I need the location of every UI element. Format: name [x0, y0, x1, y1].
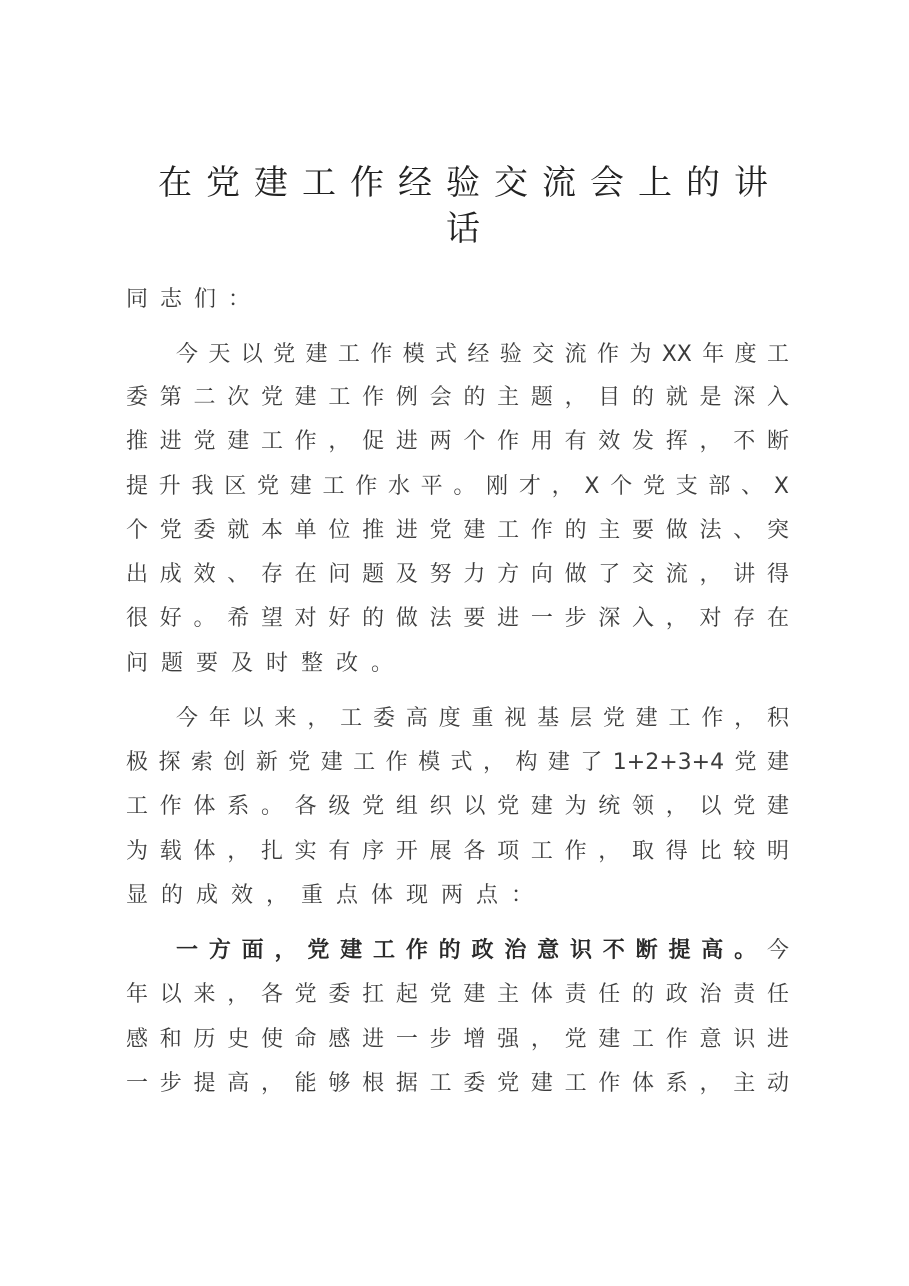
paragraph-1-line-2: 委第二次党建工作例会的主题，目的就是深入 [126, 385, 789, 410]
paragraph-1-line-8: 问题要及时整改。 [126, 651, 407, 676]
paragraph-3-heading: 一方面，党建工作的政治意识不断提高。 [176, 938, 767, 963]
paragraph-3-line-3: 感和历史使命感进一步增强，党建工作意识进 [126, 1027, 789, 1052]
paragraph-3-line-1-rest: 今 [766, 938, 789, 963]
paragraph-2-line-5: 显的成效，重点体现两点： [126, 883, 547, 908]
paragraph-1-line-4: 提升我区党建工作水平。刚才，X个党支部、X [126, 474, 789, 499]
paragraph-3-line-1 [176, 936, 789, 966]
paragraph-2-line-1: 今年以来，工委高度重视基层党建工作，积 [176, 706, 789, 731]
document-title: 在党建工作经验交流会上的讲话 [158, 163, 782, 249]
paragraph-2-line-3: 工作体系。各级党组织以党建为统领，以党建 [126, 794, 789, 819]
paragraph-2-line-2: 极探索创新党建工作模式，构建了1+2+3+4党建 [126, 750, 789, 775]
paragraph-2-line-4: 为载体，扎实有序开展各项工作，取得比较明 [126, 839, 789, 864]
paragraph-3-line-2: 年以来，各党委扛起党建主体责任的政治责任 [126, 982, 789, 1007]
salutation: 同志们： [126, 287, 263, 312]
paragraph-1-line-1: 今天以党建工作模式经验交流作为XX年度工 [176, 342, 789, 367]
paragraph-1-line-7: 很好。希望对好的做法要进一步深入，对存在 [126, 606, 789, 631]
paragraph-1-line-3: 推进党建工作，促进两个作用有效发挥，不断 [126, 429, 789, 454]
paragraph-1-line-5: 个党委就本单位推进党建工作的主要做法、突 [126, 518, 789, 543]
paragraph-3-line-4: 一步提高，能够根据工委党建工作体系，主动 [126, 1071, 789, 1096]
paragraph-1-line-6: 出成效、存在问题及努力方向做了交流，讲得 [126, 562, 789, 587]
